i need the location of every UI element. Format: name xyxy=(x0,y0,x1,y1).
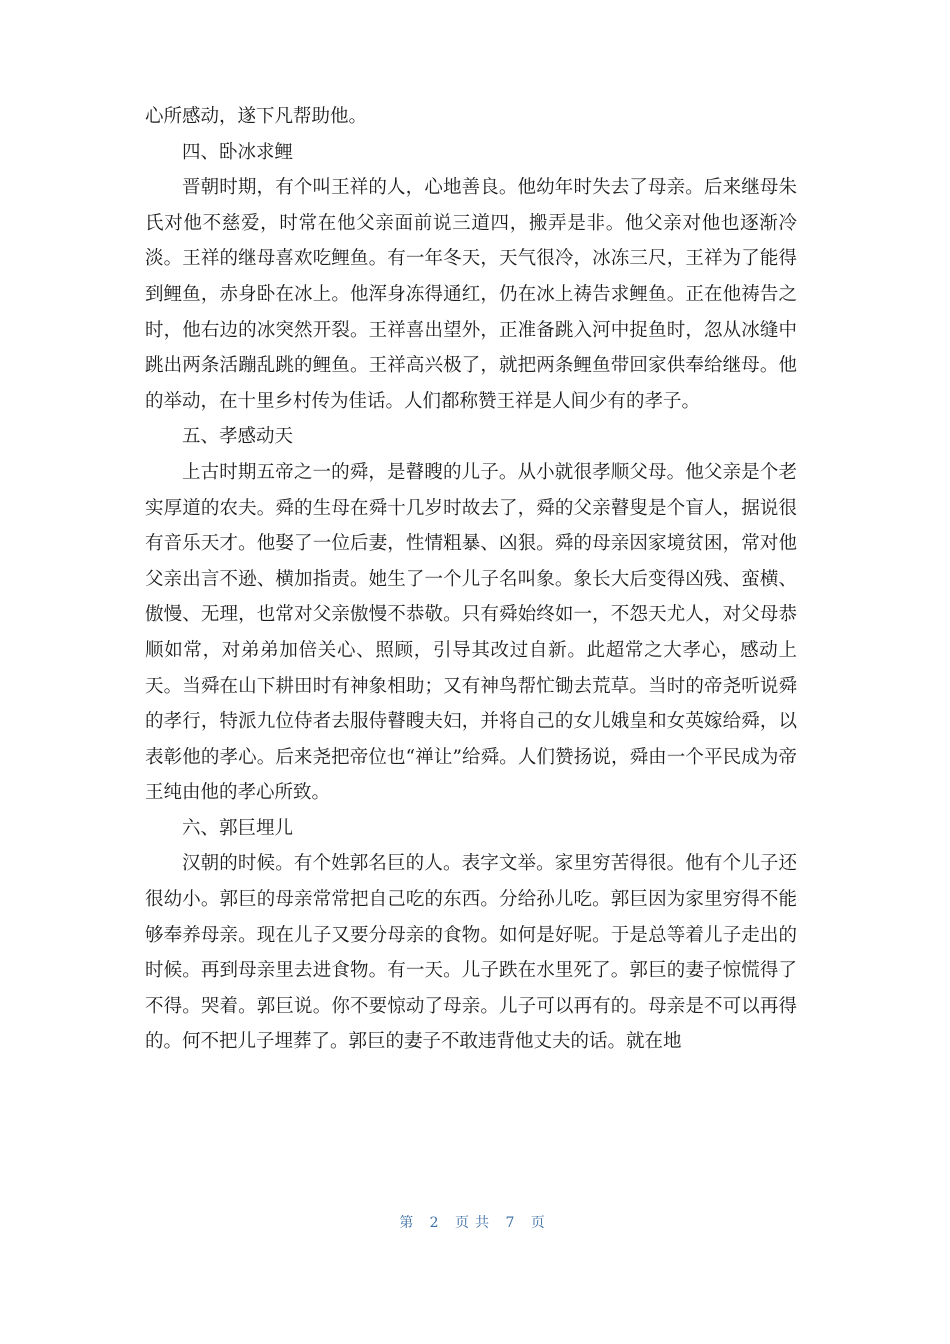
paragraph-story-6: 汉朝的时候。有个姓郭名巨的人。表字文举。家里穷苦得很。他有个儿子还很幼小。郭巨的母亲常常把自己吃的东西。分给孙儿吃。郭巨因为家里穷得不能够奉养母亲。现在儿子又要分母亲的食物。如何是好呢。于是总等着儿子走出的时候。再到母亲里去进食物。有一天。儿子跌在水里死了。郭巨的妻子惊慌得了不得。哭着。郭巨说。你不要惊动了母亲。儿子可以再有的。母亲是不可以再得的。何不把儿子埋葬了。郭巨的妻子不敢违背他丈夫的话。就在地 xyxy=(145,853,797,1053)
section-heading-5: 五、孝感动天 xyxy=(182,426,294,448)
document-body xyxy=(145,99,797,1060)
paragraph-story-4: 晋朝时期，有个叫王祥的人，心地善良。他幼年时失去了母亲。后来继母朱氏对他不慈爱，时常在他父亲面前说三道四，搬弄是非。他父亲对他也逐渐冷淡。王祥的继母喜欢吃鲤鱼。有一年冬天，天气很冷，冰冻三尺，王祥为了能得到鲤鱼，赤身卧在冰上。他浑身冻得通红，仍在冰上祷告求鲤鱼。正在他祷告之时，他右边的冰突然开裂。王祥喜出望外，正准备跳入河中捉鱼时，忽从冰缝中跳出两条活蹦乱跳的鲤鱼。王祥高兴极了，就把两条鲤鱼带回家供奉给继母。他的举动，在十里乡村传为佳话。人们都称赞王祥是人间少有的孝子。 xyxy=(145,177,797,412)
section-heading-6: 六、郭巨埋儿 xyxy=(182,817,294,839)
paragraph-story-5: 上古时期五帝之一的舜，是瞽瞍的儿子。从小就很孝顺父母。他父亲是个老实厚道的农夫。舜的生母在舜十几岁时故去了，舜的父亲瞽叟是个盲人，据说很有音乐天才。他娶了一位后妻，性情粗暴、凶狠。舜的母亲因家境贫困，常对他父亲出言不逊、横加指责。她生了一个儿子名叫象。象长大后变得凶残、蛮横、傲慢、无理，也常对父亲傲慢不恭敬。只有舜始终如一，不怨天尤人，对父母恭顺如常，对弟弟加倍关心、照顾，引导其改过自新。此超常之大孝心，感动上天。当舜在山下耕田时有神象相助；又有神鸟帮忙锄去荒草。当时的帝尧听说舜的孝行，特派九位侍者去服侍瞽瞍夫妇，并将自己的女儿娥皇和女英嫁给舜，以表彰他的孝心。后来尧把帝位也“禅让”给舜。人们赞扬说，舜由一个平民成为帝王纯由他的孝心所致。 xyxy=(145,461,797,804)
page-number-footer: 第 2 页共 7 页 xyxy=(399,1215,551,1231)
section-heading-4: 四、卧冰求鲤 xyxy=(182,141,294,163)
paragraph-continuation: 心所感动，遂下凡帮助他。 xyxy=(145,106,368,127)
